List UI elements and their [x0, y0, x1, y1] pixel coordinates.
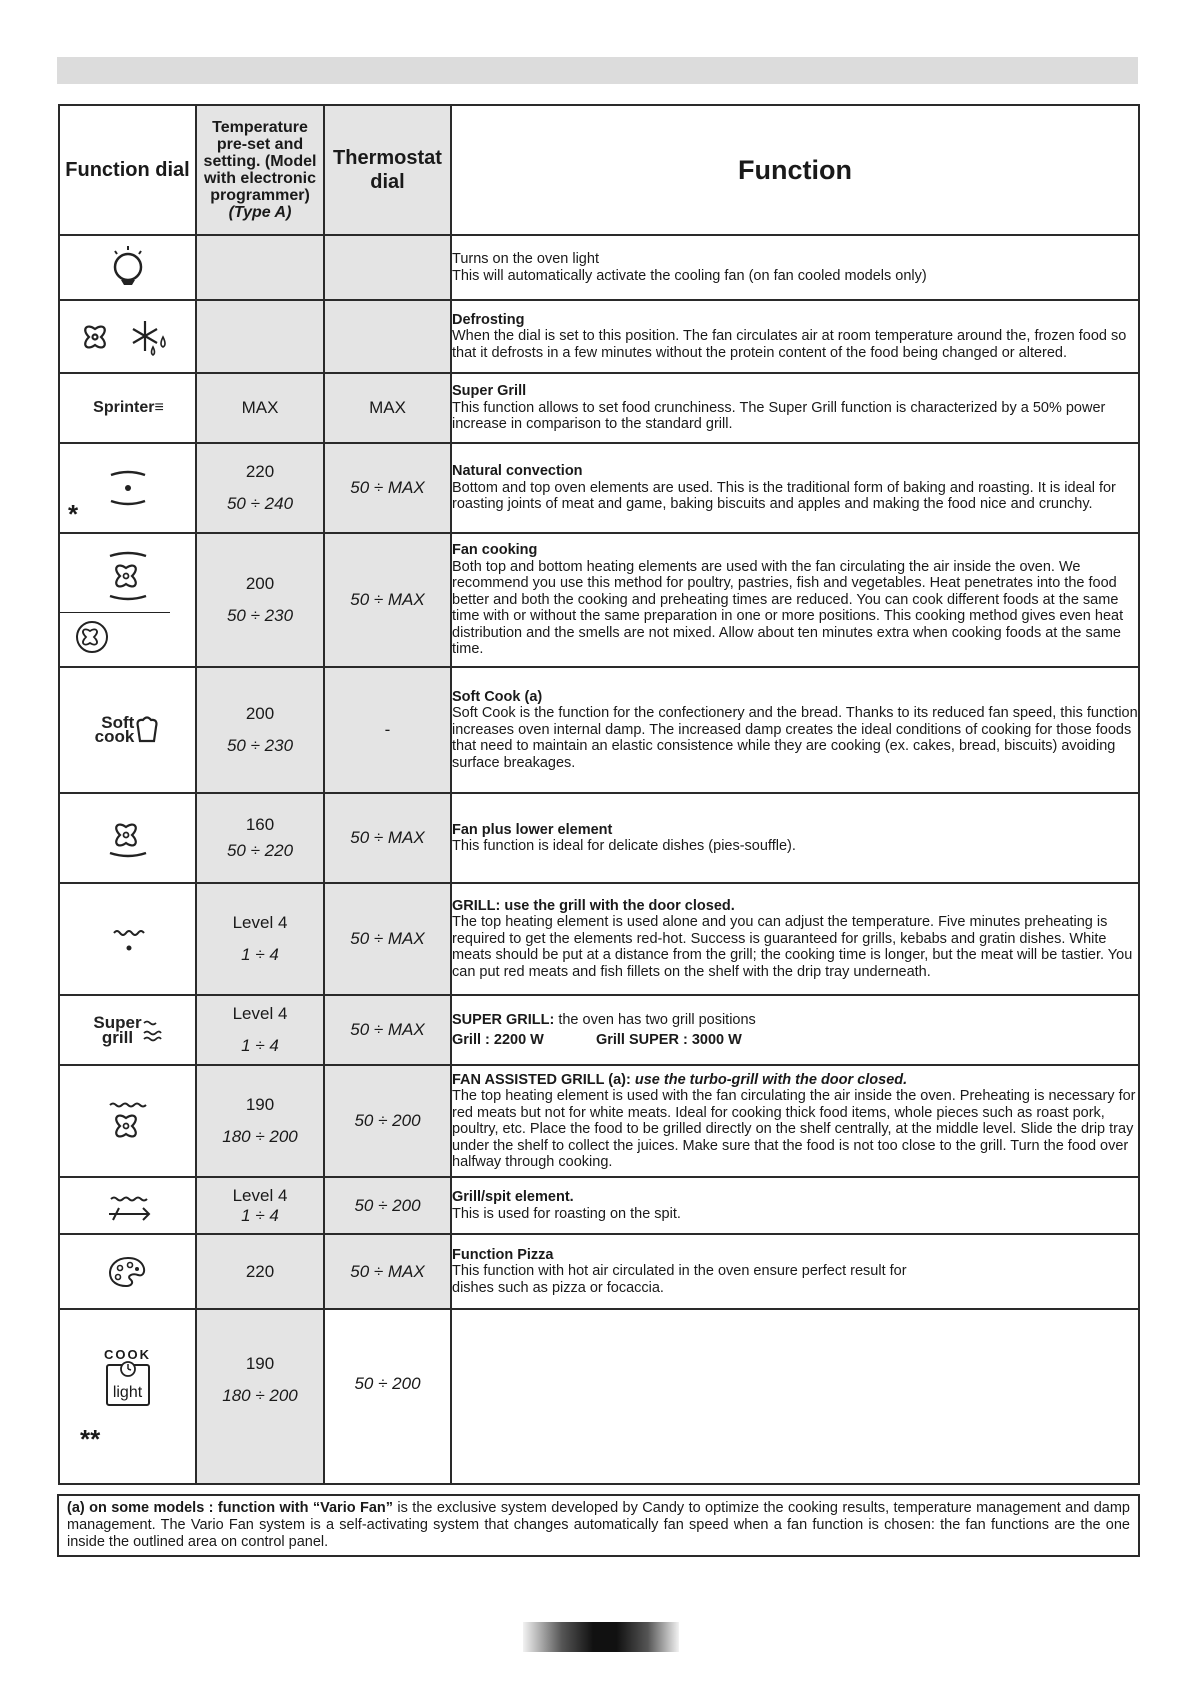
note-bold: (a) on some models : function with “Vario Fan” — [67, 1500, 394, 1516]
thermo-range: 50 ÷ 200 — [354, 1195, 421, 1215]
temp-cell — [196, 373, 324, 443]
thermo-cell — [324, 667, 451, 793]
grill-icon — [108, 919, 148, 959]
dial-cell — [59, 300, 196, 373]
col-temperature — [196, 105, 324, 235]
row-desc: This is used for roasting on the spit. — [452, 1205, 681, 1222]
desc-cell — [451, 1309, 1139, 1484]
thermo-cell — [324, 443, 451, 533]
temp-cell — [196, 1065, 324, 1177]
row-title: Fan plus lower element — [452, 821, 613, 838]
row-title: Function Pizza — [452, 1246, 554, 1263]
table-row — [59, 1065, 1139, 1177]
thermo-range: 50 ÷ MAX — [350, 1261, 425, 1281]
table-row — [59, 300, 1139, 373]
thermo-range: 50 ÷ MAX — [350, 929, 425, 948]
thermo-cell — [324, 300, 451, 373]
temp-range: 180 ÷ 200 — [222, 1386, 298, 1405]
dial-cell — [59, 667, 196, 793]
col-function-dial: Function dial — [59, 105, 196, 235]
soft-cook-icon — [95, 715, 161, 745]
row-desc: When the dial is set to this position. The fan circulates air at room temperature around the, frozen food so that it defrosts in a few minutes without the protein content of the food being changed or altered. — [452, 328, 1127, 361]
thermo-cell — [324, 1309, 451, 1484]
temp-cell — [196, 300, 324, 373]
temp-preset: 220 — [245, 1261, 275, 1281]
thermo-cell — [324, 373, 451, 443]
dial-cell — [59, 533, 196, 667]
function-table — [58, 104, 1140, 1485]
temp-range: 1 ÷ 4 — [241, 1205, 279, 1225]
row-desc: This function is ideal for delicate dishes (pies-souffle). — [452, 838, 796, 854]
desc-cell — [451, 443, 1139, 533]
col-temperature-label: Temperature pre-set and setting. (Model with electronic programmer) — [203, 119, 317, 204]
temp-preset: 220 — [245, 462, 275, 481]
thermo-cell — [324, 1065, 451, 1177]
table-row — [59, 1177, 1139, 1234]
super-grill-icon — [93, 1015, 161, 1045]
row-desc: Soft Cook is the function for the confectionery and the bread. Thanks to its reduced fan speed, this function increases oven internal damp. The increased damp creates the ideal conditions of cooking for those foods that need to maintain an elastic consistence while they are cooking (ex. cakes, bread, biscuits) avoiding surface breakages. — [452, 705, 1138, 771]
col-temperature-type: (Type A) — [228, 204, 292, 221]
cook-light-icon-label-2: light — [112, 1384, 143, 1401]
temp-cell — [196, 533, 324, 667]
thermo-cell — [324, 883, 451, 995]
temp-cell — [196, 883, 324, 995]
spit-icon — [103, 1189, 153, 1223]
dial-cell — [59, 443, 196, 533]
row-desc: This function with hot air circulated in the oven ensure perfect result for — [452, 1263, 907, 1280]
dial-cell — [59, 995, 196, 1065]
table-row — [59, 995, 1139, 1065]
desc-cell — [451, 1065, 1139, 1177]
temp-cell — [196, 1234, 324, 1309]
temp-range: 1 ÷ 4 — [241, 1036, 279, 1055]
pizza-icon — [106, 1252, 150, 1292]
desc-cell — [451, 235, 1139, 300]
temp-cell — [196, 667, 324, 793]
temp-cell — [196, 995, 324, 1065]
natural-convection-icon — [103, 463, 153, 513]
fan-lower-element-icon — [103, 813, 153, 863]
thermo-range: - — [384, 720, 391, 739]
thermo-cell — [324, 533, 451, 667]
dial-cell — [59, 1234, 196, 1309]
dial-cell — [59, 1177, 196, 1234]
soft-cook-icon-label-1: Soft — [101, 713, 135, 732]
table-row — [59, 373, 1139, 443]
row-title: Super Grill — [452, 383, 527, 400]
thermo-range: MAX — [369, 398, 406, 417]
fan-cooking-icon — [98, 546, 158, 606]
table-row — [59, 1309, 1139, 1484]
temp-range: 50 ÷ 230 — [226, 736, 294, 755]
temp-range: 50 ÷ 240 — [226, 494, 294, 513]
row-title: GRILL: use the grill with the door closed. — [452, 897, 735, 914]
thermo-cell — [324, 793, 451, 883]
table-row — [59, 235, 1139, 300]
desc-cell — [451, 533, 1139, 667]
double-asterisk-note: ** — [80, 1424, 101, 1454]
temp-preset: Level 4 — [232, 1185, 288, 1205]
table-row — [59, 1234, 1139, 1309]
temp-preset: MAX — [241, 398, 279, 417]
thermo-cell — [324, 235, 451, 300]
temp-cell — [196, 793, 324, 883]
row-title-rest: the oven has two grill positions — [554, 1011, 756, 1028]
temp-preset: 160 — [245, 815, 275, 834]
table-row — [59, 533, 1139, 667]
row-desc: The top heating element is used alone and you can adjust the temperature. Five minutes preheating is required to get the elements red-hot. Success is guaranteed for grills, kebabs and gratin dishes. White meats should be put at a distance from the grill; the cooking time is longer, but the meat will be tastier. You can put red meats and fish fillets on the shelf with the drip tray underneath. — [452, 914, 1133, 980]
temp-preset: Level 4 — [232, 913, 288, 932]
desc-cell — [451, 1177, 1139, 1234]
table-row — [59, 443, 1139, 533]
temp-range: 50 ÷ 220 — [226, 841, 294, 860]
row-title: FAN ASSISTED GRILL (a): — [452, 1071, 631, 1088]
vario-fan-note — [57, 1494, 1140, 1557]
row-desc: The top heating element is used with the fan circulating the air inside the oven. Preheating is necessary for red meats but not for white meats. Ideal for cooking thick food items, whole pieces such as roast pork, poultry, etc. Place the food to be grilled directly on the shelf centrally, at the middle level. Slide the drip tray under the shelf to collect the juices. Make sure that the food is not too close to the grill. Turn the food over halfway through cooking. — [452, 1088, 1136, 1170]
oven-light-icon — [103, 243, 153, 293]
temp-preset: 190 — [245, 1354, 275, 1373]
thermo-range: 50 ÷ MAX — [350, 828, 425, 847]
col-function: Function — [451, 105, 1139, 235]
dial-cell — [59, 1065, 196, 1177]
row-desc: Both top and bottom heating elements are used with the fan circulating the air inside the oven. We recommend you use this method for poultry, pastries, fish and vegetables. Heat penetrates into the food better and both the cooking and preheating times are reduced. You can cook different foods at the same time with or without the same preparation in one or more positions. This cooking method gives even heat distribution and the smells are not mixed. Allow about ten minutes extra when cooking foods at the same time. — [452, 558, 1124, 658]
row-title: Natural convection — [452, 463, 583, 480]
temp-preset: 200 — [245, 574, 275, 593]
desc-cell — [451, 883, 1139, 995]
row-desc: Bottom and top oven elements are used. This is the traditional form of baking and roasting. It is ideal for roasting joints of meat and game, baking biscuits and apples and making the food nice and crunchy. — [452, 479, 1116, 513]
desc-cell — [451, 793, 1139, 883]
temp-range: 180 ÷ 200 — [222, 1127, 298, 1146]
cook-light-icon — [104, 1347, 151, 1406]
row-title: Grill/spit element. — [452, 1189, 574, 1205]
row-title: Defrosting — [452, 311, 525, 328]
dial-cell — [59, 373, 196, 443]
desc-cell — [451, 373, 1139, 443]
row-desc: Turns on the oven light — [452, 251, 599, 267]
table-row — [59, 793, 1139, 883]
row-desc: This function allows to set food crunchiness. The Super Grill function is characterized by a 50% power increase in comparison to the standard grill. — [452, 399, 1106, 433]
temp-range: 1 ÷ 4 — [241, 945, 279, 964]
soft-cook-icon-label-2: cook — [94, 727, 135, 746]
temp-cell — [196, 1177, 324, 1234]
table-row — [59, 667, 1139, 793]
row-desc-2: dishes such as pizza or focaccia. — [452, 1279, 664, 1296]
dial-cell — [59, 883, 196, 995]
thermo-cell — [324, 1177, 451, 1234]
temp-preset: Level 4 — [232, 1004, 288, 1023]
row-title-italic: use the turbo-grill with the door closed. — [630, 1071, 908, 1088]
thermo-range: 50 ÷ MAX — [350, 590, 425, 609]
sprinter-icon-label: Sprinter — [93, 399, 155, 416]
dial-cell — [59, 793, 196, 883]
fan-only-icon — [72, 619, 112, 655]
fan-assisted-grill-icon — [103, 1096, 153, 1146]
thermo-range: 50 ÷ 200 — [354, 1374, 421, 1393]
thermo-range: 50 ÷ 200 — [354, 1111, 421, 1130]
sprinter-icon: Sprinter≡ — [93, 399, 162, 416]
asterisk-note: * — [68, 499, 79, 529]
thermo-cell — [324, 995, 451, 1065]
temp-preset: 200 — [245, 704, 275, 723]
thermo-range: 50 ÷ MAX — [350, 1020, 425, 1039]
desc-cell — [451, 1234, 1139, 1309]
table-header-row — [59, 105, 1139, 235]
desc-cell — [451, 995, 1139, 1065]
defrost-icon — [73, 315, 183, 359]
row-title: Soft Cook (a) — [452, 688, 543, 705]
note-text: is the exclusive system developed by Candy to optimize the cooking results, temperature management and damp management. The Vario Fan system is a self-activating system that changes automatically fan speed when a fan function is chosen: the fan functions are the one inside the outlined area on control panel. — [67, 1500, 1130, 1550]
row-desc-2: This will automatically activate the cooling fan (on fan cooled models only) — [452, 267, 927, 284]
super-grill-icon-label-1: Super — [93, 1013, 142, 1032]
cook-light-icon-label-1: COOK — [104, 1347, 151, 1362]
desc-cell — [451, 667, 1139, 793]
temp-cell — [196, 235, 324, 300]
page-number-bar — [523, 1622, 679, 1652]
thermo-cell — [324, 1234, 451, 1309]
grill-power-1: Grill : 2200 W — [452, 1032, 544, 1048]
header-bar — [57, 57, 1138, 84]
desc-cell — [451, 300, 1139, 373]
row-title: SUPER GRILL: — [452, 1011, 555, 1028]
table-row — [59, 883, 1139, 995]
temp-cell — [196, 443, 324, 533]
thermo-range: 50 ÷ MAX — [350, 478, 425, 497]
dial-cell — [59, 235, 196, 300]
temp-preset: 190 — [245, 1095, 275, 1114]
col-thermostat: Thermostat dial — [324, 105, 451, 235]
grill-power-2: Grill SUPER : 3000 W — [595, 1032, 742, 1048]
dial-cell — [59, 1309, 196, 1484]
temp-range: 50 ÷ 230 — [226, 606, 294, 625]
super-grill-icon-label-2: grill — [101, 1028, 134, 1047]
row-title: Fan cooking — [452, 542, 538, 559]
temp-cell — [196, 1309, 324, 1484]
